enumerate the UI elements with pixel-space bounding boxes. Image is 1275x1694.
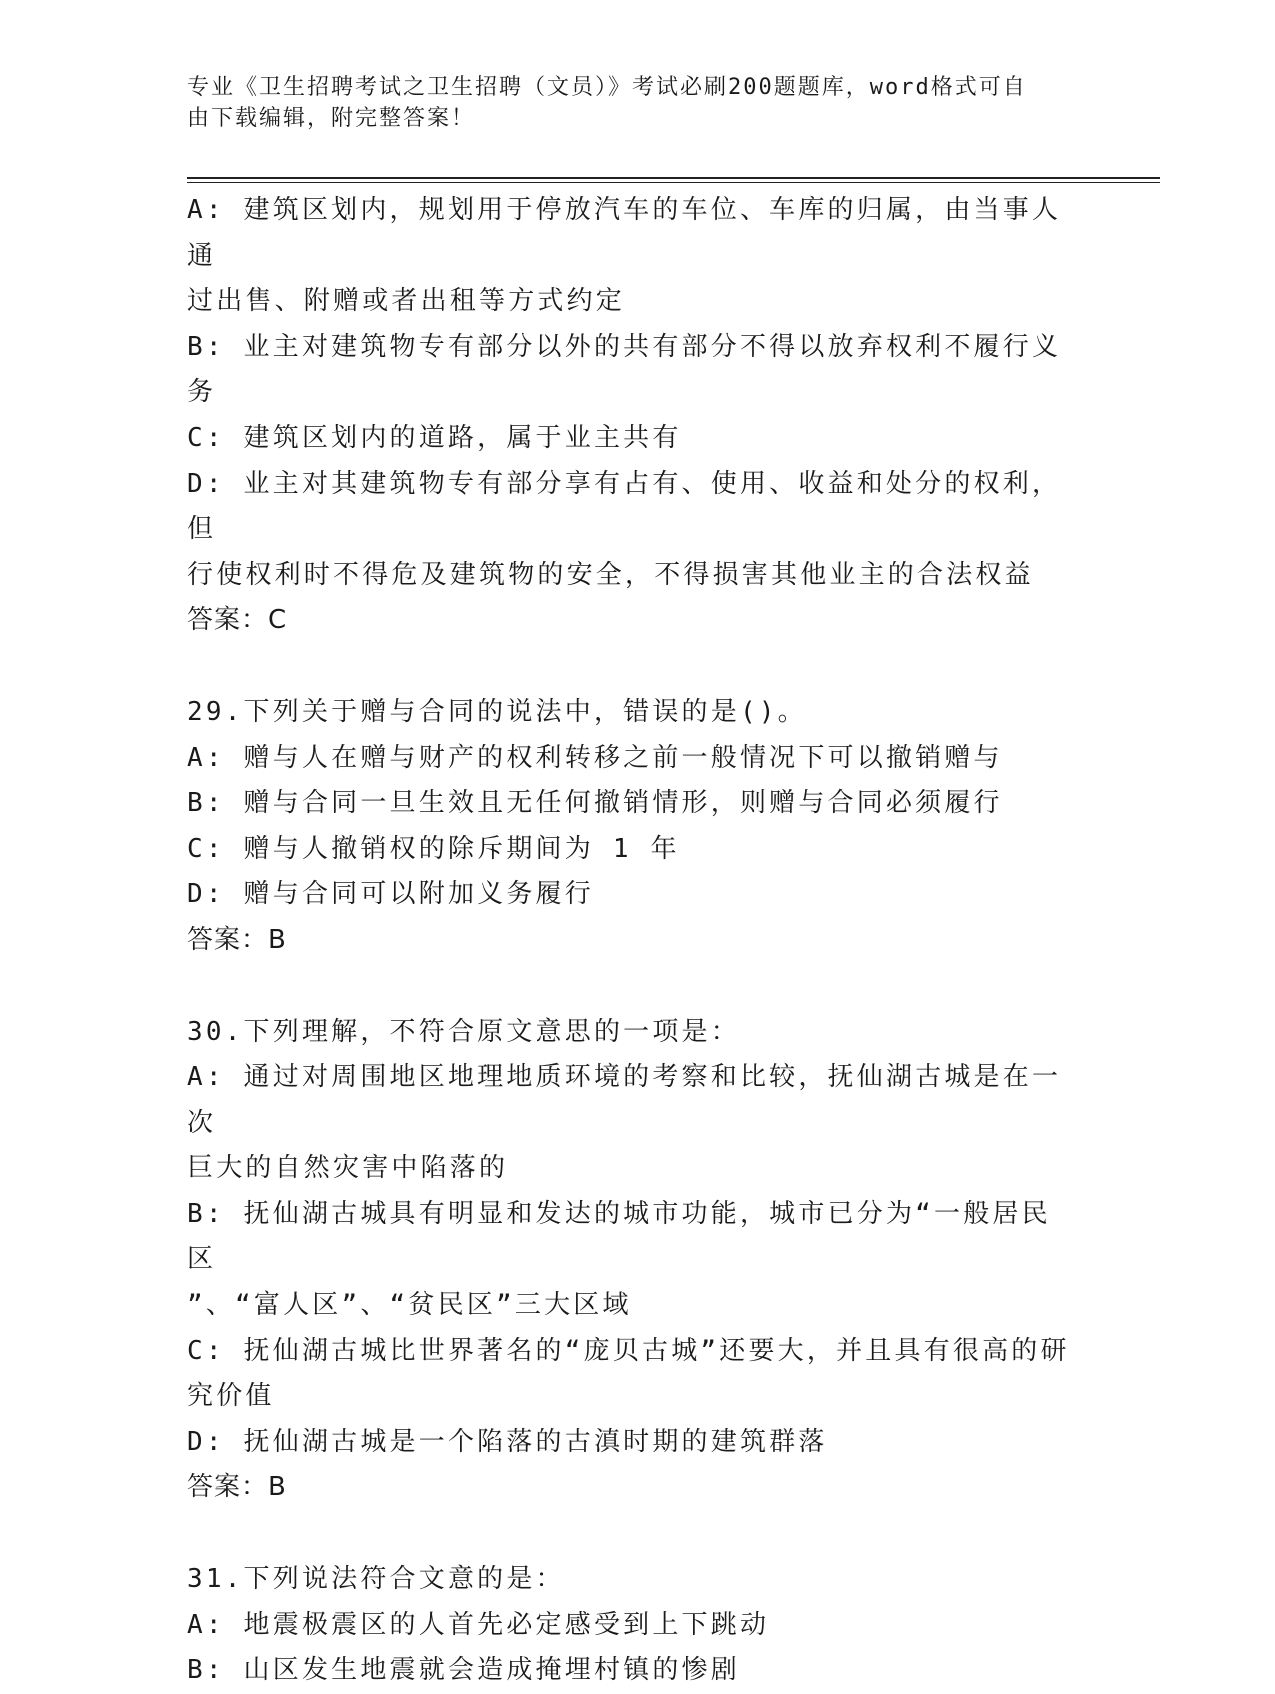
option-c: C: 建筑区划内的道路，属于业主共有 — [187, 422, 682, 453]
option-a-line-1: A: 通过对周围地区地理地质环境的考察和比较，抚仙湖古城是在一次 — [187, 1062, 1062, 1138]
option-c-line-1: C: 抚仙湖古城比世界著名的“庞贝古城”还要大，并且具有很高的研 — [187, 1335, 1070, 1366]
option-d: D: 抚仙湖古城是一个陷落的古滇时期的建筑群落 — [187, 1426, 828, 1457]
question-31-block — [187, 1557, 1077, 1694]
option-b: B: 赠与合同一旦生效且无任何撤销情形，则赠与合同必须履行 — [187, 788, 1003, 819]
option-d: D: 赠与合同可以附加义务履行 — [187, 879, 594, 910]
answer-label: 答案：B — [187, 924, 287, 955]
question-28-block — [187, 188, 1077, 644]
question-stem: 31.下列说法符合文意的是： — [187, 1564, 565, 1595]
option-b: B: 山区发生地震就会造成掩埋村镇的惨剧 — [187, 1655, 740, 1686]
option-a: A: 赠与人在赠与财产的权利转移之前一般情况下可以撤销赠与 — [187, 742, 1003, 773]
option-a: A: 地震极震区的人首先必定感受到上下跳动 — [187, 1609, 770, 1640]
option-d-line-2: 行使权利时不得危及建筑物的安全，不得损害其他业主的合法权益 — [187, 559, 1034, 590]
option-c: C: 赠与人撤销权的除斥期间为 1 年 — [187, 833, 680, 864]
answer-label: 答案：B — [187, 1472, 287, 1503]
option-a-line-1: A: 建筑区划内，规划用于停放汽车的车位、车库的归属，由当事人通 — [187, 195, 1062, 271]
option-a-line-2: 过出售、附赠或者出租等方式约定 — [187, 286, 626, 317]
header-divider-thin — [187, 182, 1160, 183]
option-c-line-2: 究价值 — [187, 1381, 275, 1412]
option-b-line-1: B: 抚仙湖古城具有明显和发达的城市功能，城市已分为“一般居民区 — [187, 1198, 1051, 1275]
option-b: B: 业主对建筑物专有部分以外的共有部分不得以放弃权利不履行义务 — [187, 331, 1062, 408]
option-b-line-2: ”、“富人区”、“贫民区”三大区域 — [187, 1290, 632, 1321]
answer-label: 答案：C — [187, 605, 288, 636]
spacer — [187, 1511, 1077, 1557]
question-stem: 30.下列理解，不符合原文意思的一项是： — [187, 1016, 740, 1047]
option-d-line-1: D: 业主对其建筑物专有部分享有占有、使用、收益和处分的权利，但 — [187, 468, 1062, 545]
question-stem: 29.下列关于赠与合同的说法中，错误的是()。 — [187, 696, 807, 727]
spacer — [187, 644, 1077, 690]
header-divider-thick — [187, 177, 1160, 179]
spacer — [187, 964, 1077, 1010]
header-line-2: 由下载编辑，附完整答案！ — [187, 106, 476, 131]
question-30-block — [187, 1010, 1077, 1512]
option-a-line-2: 巨大的自然灾害中陷落的 — [187, 1153, 509, 1184]
question-29-block — [187, 690, 1077, 964]
question-content — [187, 188, 1077, 1694]
header-line-1: 专业《卫生招聘考试之卫生招聘（文员）》考试必刷200题题库，word格式可自 — [187, 75, 1027, 100]
page-header — [187, 72, 1067, 134]
